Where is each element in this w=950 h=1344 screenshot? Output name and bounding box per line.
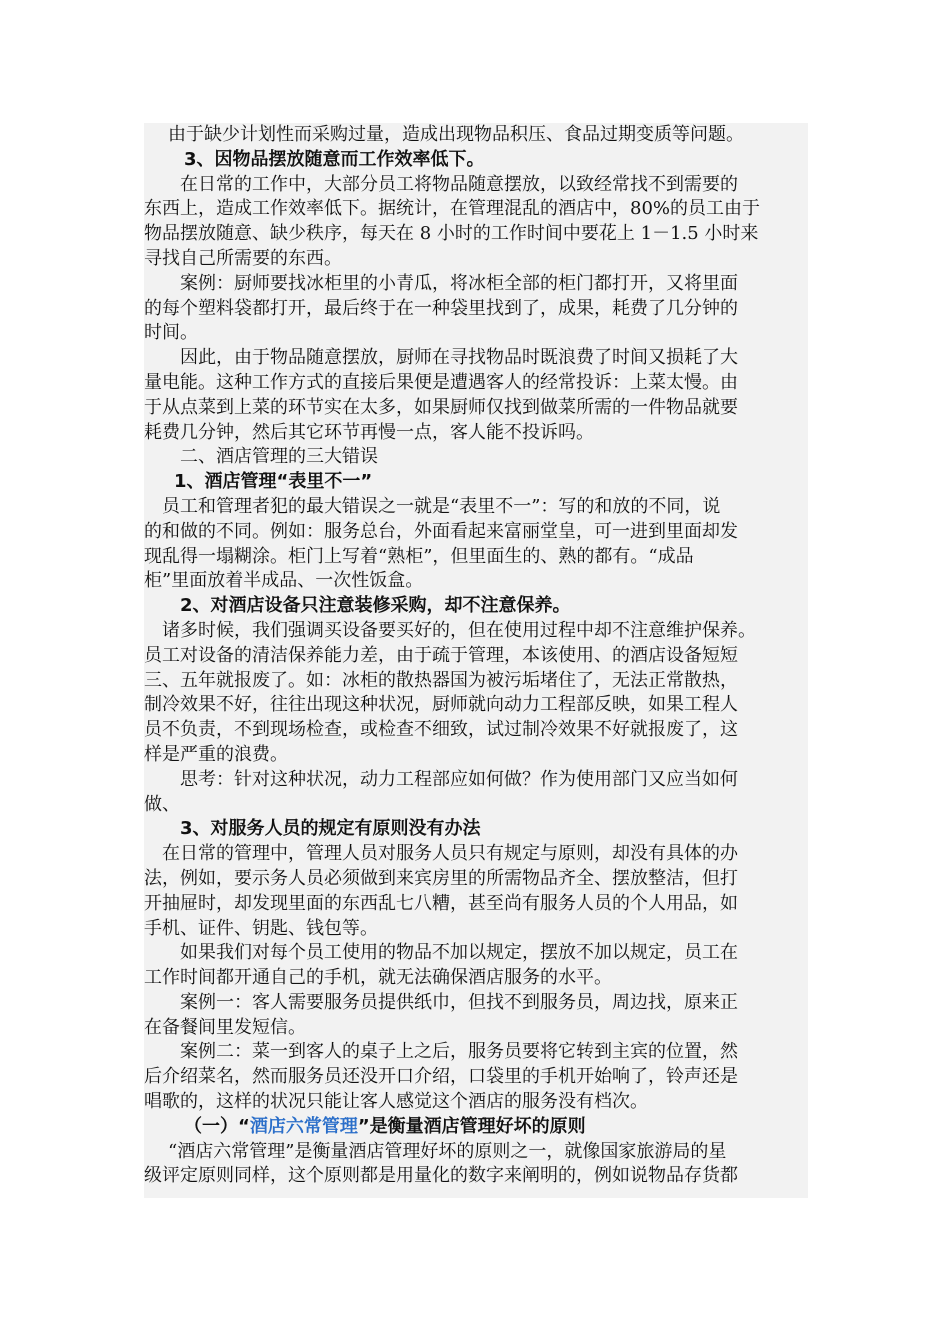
paragraph-line: 员工和管理者犯的最大错误之一就是“表里不一”：写的和放的不同，说 — [162, 495, 721, 517]
paragraph-line: 后介绍菜名，然而服务员还没开口介绍，口袋里的手机开始响了，铃声还是 — [144, 1066, 738, 1088]
paragraph-line: 因此，由于物品随意摆放，厨师在寻找物品时既浪费了时间又损耗了大 — [180, 347, 738, 369]
paragraph-line: 员工对设备的清洁保养能力差，由于疏于管理，本该使用、的酒店设备短短 — [144, 644, 738, 666]
paragraph-line: 思考：针对这种状况，动力工程部应如何做？作为使用部门又应当如何 — [180, 768, 738, 790]
section-heading-line: 3、对服务人员的规定有原则没有办法 — [180, 818, 481, 840]
section-heading-line: 1、酒店管理“表里不一” — [174, 471, 373, 493]
paragraph-line: 唱歌的，这样的状况只能让客人感觉这个酒店的服务没有档次。 — [144, 1091, 648, 1113]
section-heading-line: 3、因物品摆放随意而工作效率低下。 — [184, 148, 485, 170]
paragraph-line: 员不负责，不到现场检查，或检查不细致，试过制冷效果不好就报废了，这 — [144, 719, 738, 741]
paragraph-line: 案例二：菜一到客人的桌子上之后，服务员要将它转到主宾的位置，然 — [180, 1041, 738, 1063]
paragraph-line: 的和做的不同。例如：服务总台，外面看起来富丽堂皇，可一进到里面却发 — [144, 520, 738, 542]
paragraph-line: 三、五年就报废了。如：冰柜的散热器国为被污垢堵住了，无法正常散热， — [144, 669, 738, 691]
paragraph-line: 手机、证件、钥匙、钱包等。 — [144, 917, 378, 939]
paragraph-line: 在日常的管理中，管理人员对服务人员只有规定与原则，却没有具体的办 — [162, 843, 738, 865]
paragraph-line: 在备餐间里发短信。 — [144, 1016, 306, 1038]
paragraph-line: 做、 — [144, 793, 180, 815]
paragraph-line: 案例：厨师要找冰柜里的小青瓜，将冰柜全部的柜门都打开，又将里面 — [180, 272, 738, 294]
paragraph-line: 案例一：客人需要服务员提供纸巾，但找不到服务员，周边找，原来正 — [180, 991, 738, 1013]
heading-text: ”是衡量酒店管理好坏的原则 — [357, 1115, 586, 1137]
paragraph-line: 样是严重的浪费。 — [144, 743, 288, 765]
paragraph-line: 物品摆放随意、缺少秩序，每天在 8 小时的工作时间中要花上 1－1.5 小时来 — [144, 223, 759, 245]
section-heading-line — [144, 1115, 808, 1140]
paragraph-line: 于从点菜到上菜的环节实在太多，如果厨师仅找到做菜所需的一件物品就要 — [144, 396, 738, 418]
text-block — [144, 123, 808, 1198]
paragraph-line: 时间。 — [144, 322, 198, 344]
paragraph-line: 耗费几分钟，然后其它环节再慢一点，客人能不投诉吗。 — [144, 421, 594, 443]
paragraph-line: 量电能。这种工作方式的直接后果便是遭遇客人的经常投诉：上菜太慢。由 — [144, 371, 738, 393]
paragraph-line: 的每个塑料袋都打开，最后终于在一种袋里找到了，成果，耗费了几分钟的 — [144, 297, 738, 319]
paragraph-line: 现乱得一塌糊涂。柜门上写着“熟柜”，但里面生的、熟的都有。“成品 — [144, 545, 694, 567]
paragraph-line: 在日常的工作中，大部分员工将物品随意摆放，以致经常找不到需要的 — [180, 173, 738, 195]
paragraph-line: 如果我们对每个员工使用的物品不加以规定，摆放不加以规定，员工在 — [180, 942, 738, 964]
paragraph-line: 制冷效果不好，往往出现这种状况，厨师就向动力工程部反映，如果工程人 — [144, 694, 738, 716]
paragraph-line: “酒店六常管理”是衡量酒店管理好坏的原则之一，就像国家旅游局的星 — [168, 1140, 727, 1162]
paragraph-line: 级评定原则同样，这个原则都是用量化的数字来阐明的，例如说物品存货都 — [144, 1165, 738, 1187]
heading-text: （一）“ — [184, 1115, 250, 1137]
paragraph-line: 东西上，造成工作效率低下。据统计，在管理混乱的酒店中，80%的员工由于 — [144, 198, 761, 220]
section-heading-line: 2、对酒店设备只注意装修采购，却不注意保养。 — [180, 595, 571, 617]
paragraph-line: 诸多时候，我们强调买设备要买好的，但在使用过程中却不注意维护保养。 — [162, 619, 756, 641]
paragraph-line: 法，例如，要示务人员必须做到来宾房里的所需物品齐全、摆放整洁，但打 — [144, 867, 738, 889]
paragraph-line: 工作时间都开通自己的手机，就无法确保酒店服务的水平。 — [144, 967, 612, 989]
paragraph-line: 由于缺少计划性而采购过量，造成出现物品积压、食品过期变质等问题。 — [168, 124, 744, 145]
paragraph-line: 二、酒店管理的三大错误 — [180, 446, 378, 468]
heading-link[interactable]: 酒店六常管理 — [249, 1115, 358, 1137]
paragraph-line: 寻找自己所需要的东西。 — [144, 247, 342, 269]
paragraph-line: 柜”里面放着半成品、一次性饭盒。 — [144, 570, 424, 592]
paragraph-line: 开抽屉时，却发现里面的东西乱七八糟，甚至尚有服务人员的个人用品，如 — [144, 892, 738, 914]
